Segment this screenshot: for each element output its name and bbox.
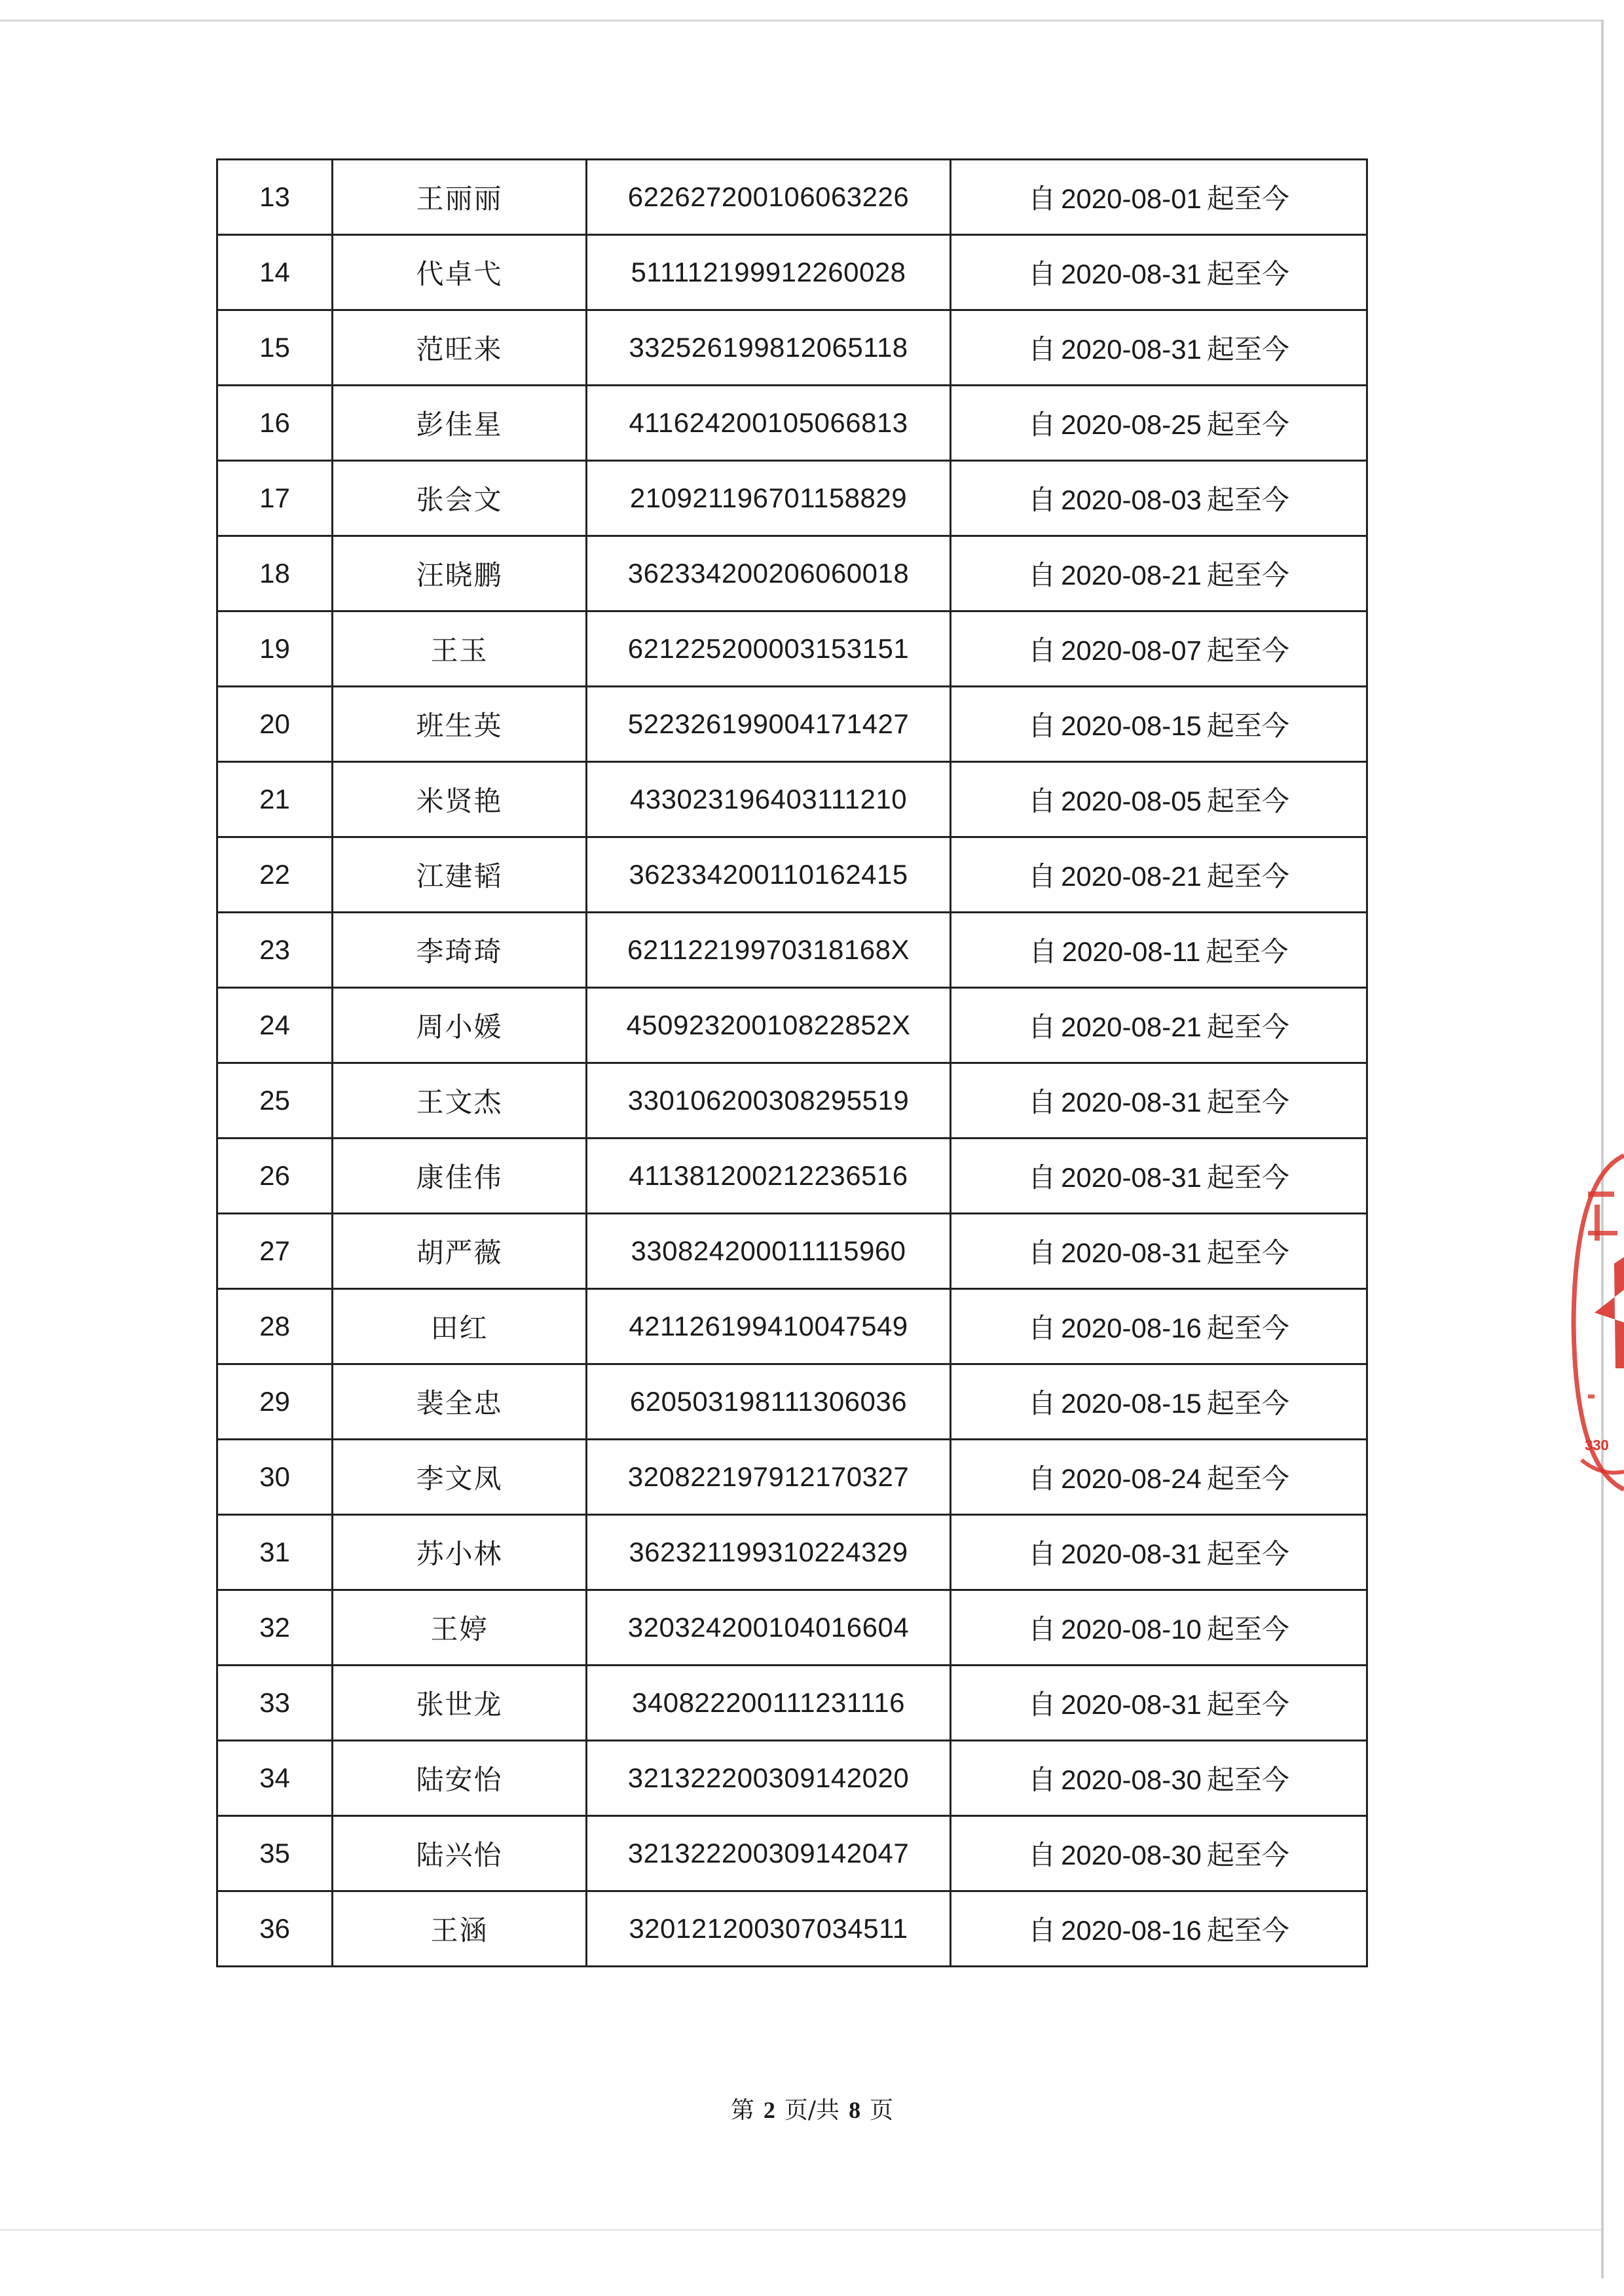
person-name: 苏小林 (333, 1515, 587, 1590)
row-number: 22 (217, 837, 333, 913)
date-prefix: 自 (1028, 1312, 1056, 1344)
table-row (217, 1590, 1367, 1666)
table-row (217, 1214, 1367, 1289)
date-suffix: 起至今 (1206, 1011, 1289, 1043)
date-suffix: 起至今 (1206, 559, 1289, 591)
date-suffix: 起至今 (1206, 258, 1289, 290)
date-prefix: 自 (1028, 1086, 1056, 1118)
date-range (951, 461, 1367, 536)
table-row (217, 461, 1367, 536)
start-date: 2020-08-03 (1061, 484, 1202, 515)
date-range (951, 1139, 1367, 1214)
id-number: 320324200104016604 (587, 1590, 951, 1666)
person-name: 彭佳星 (333, 386, 587, 461)
row-number: 21 (217, 762, 333, 837)
table-row (217, 1139, 1367, 1214)
start-date: 2020-08-11 (1061, 936, 1201, 967)
date-prefix: 自 (1028, 1613, 1056, 1645)
date-range (951, 1666, 1367, 1741)
start-date: 2020-08-21 (1061, 1011, 1202, 1042)
start-date: 2020-08-30 (1061, 1840, 1202, 1870)
footer-total-pages: 8 (849, 2097, 861, 2123)
person-name: 张世龙 (333, 1666, 587, 1741)
date-range (951, 611, 1367, 687)
row-number: 15 (217, 310, 333, 386)
date-range (951, 1214, 1367, 1289)
id-number: 340822200111231116 (587, 1666, 951, 1741)
seal-dot (1588, 1394, 1595, 1398)
seal-number-fragment: 330 (1585, 1437, 1609, 1453)
start-date: 2020-08-05 (1061, 786, 1202, 816)
seal-bottom-curl (1581, 1460, 1624, 1473)
id-number: 62112219970318168X (587, 913, 951, 988)
date-prefix: 自 (1028, 1463, 1056, 1495)
date-prefix: 自 (1028, 333, 1056, 365)
date-suffix: 起至今 (1206, 1538, 1289, 1570)
person-name: 田红 (333, 1289, 587, 1364)
row-number: 16 (217, 386, 333, 461)
table-row (217, 988, 1367, 1063)
date-range (951, 1590, 1367, 1666)
date-range (951, 1440, 1367, 1515)
table-row (217, 1063, 1367, 1139)
start-date: 2020-08-30 (1061, 1764, 1202, 1795)
date-prefix: 自 (1028, 484, 1056, 516)
date-suffix: 起至今 (1206, 484, 1289, 516)
scan-edge-top (0, 20, 1601, 22)
date-suffix: 起至今 (1206, 1161, 1289, 1194)
table-row (217, 310, 1367, 386)
date-suffix: 起至今 (1206, 1086, 1289, 1118)
row-number: 30 (217, 1440, 333, 1515)
id-number: 522326199004171427 (587, 687, 951, 762)
id-number: 321322200309142047 (587, 1816, 951, 1891)
footer-page-number: 2 (763, 2097, 775, 2123)
seal-char-fragment (1588, 1192, 1614, 1197)
table-row (217, 1289, 1367, 1364)
row-number: 18 (217, 536, 333, 611)
table-row (217, 1364, 1367, 1440)
start-date: 2020-08-15 (1061, 710, 1202, 741)
start-date: 2020-08-21 (1061, 861, 1202, 892)
date-range (951, 1891, 1367, 1967)
date-prefix: 自 (1028, 785, 1056, 817)
date-prefix: 自 (1028, 1011, 1056, 1043)
start-date: 2020-08-25 (1061, 409, 1202, 440)
start-date: 2020-08-31 (1061, 1539, 1202, 1569)
date-prefix: 自 (1028, 1764, 1056, 1796)
date-prefix: 自 (1028, 409, 1056, 441)
person-name: 王文杰 (333, 1063, 587, 1139)
person-name: 范旺来 (333, 310, 587, 386)
id-number: 332526199812065118 (587, 310, 951, 386)
date-range (951, 1364, 1367, 1440)
start-date: 2020-08-16 (1061, 1915, 1202, 1946)
date-range (951, 913, 1367, 988)
date-prefix: 自 (1028, 258, 1056, 290)
table-row (217, 837, 1367, 913)
row-number: 19 (217, 611, 333, 687)
table-row (217, 1440, 1367, 1515)
date-range (951, 1063, 1367, 1139)
date-suffix: 起至今 (1206, 710, 1289, 742)
person-name: 江建韬 (333, 837, 587, 913)
table-row (217, 235, 1367, 310)
table-row (217, 1666, 1367, 1741)
table-row (217, 1816, 1367, 1891)
id-number: 362334200110162415 (587, 837, 951, 913)
start-date: 2020-08-31 (1061, 1087, 1202, 1118)
row-number: 32 (217, 1590, 333, 1666)
date-range (951, 762, 1367, 837)
footer-suffix: 页 (870, 2097, 894, 2124)
page-footer (0, 2092, 1624, 2125)
record-table (216, 158, 1368, 1967)
id-number: 622627200106063226 (587, 160, 951, 235)
person-name: 王丽丽 (333, 160, 587, 235)
person-name: 张会文 (333, 461, 587, 536)
person-name: 班生英 (333, 687, 587, 762)
person-name: 李文凤 (333, 1440, 587, 1515)
start-date: 2020-08-10 (1061, 1614, 1202, 1645)
id-number: 330824200011115960 (587, 1214, 951, 1289)
date-suffix: 起至今 (1206, 1839, 1289, 1871)
table-row (217, 611, 1367, 687)
table-row (217, 1515, 1367, 1590)
id-number: 421126199410047549 (587, 1289, 951, 1364)
date-prefix: 自 (1028, 183, 1056, 215)
date-prefix: 自 (1029, 936, 1057, 968)
date-prefix: 自 (1028, 1839, 1056, 1871)
id-number: 330106200308295519 (587, 1063, 951, 1139)
table-row (217, 762, 1367, 837)
person-name: 周小媛 (333, 988, 587, 1063)
date-suffix: 起至今 (1206, 1764, 1289, 1796)
start-date: 2020-08-07 (1061, 635, 1202, 666)
date-range (951, 235, 1367, 310)
date-range (951, 687, 1367, 762)
table-row (217, 1741, 1367, 1816)
date-prefix: 自 (1028, 1538, 1056, 1570)
date-range (951, 837, 1367, 913)
date-suffix: 起至今 (1206, 1387, 1289, 1419)
date-prefix: 自 (1028, 559, 1056, 591)
table-row (217, 687, 1367, 762)
row-number: 14 (217, 235, 333, 310)
id-number: 511112199912260028 (587, 235, 951, 310)
date-range (951, 1289, 1367, 1364)
date-suffix: 起至今 (1206, 409, 1289, 441)
date-suffix: 起至今 (1206, 785, 1289, 817)
start-date: 2020-08-31 (1061, 1237, 1202, 1268)
person-name: 胡严薇 (333, 1214, 587, 1289)
row-number: 28 (217, 1289, 333, 1364)
date-prefix: 自 (1028, 1161, 1056, 1194)
start-date: 2020-08-31 (1061, 334, 1202, 365)
id-number: 362334200206060018 (587, 536, 951, 611)
row-number: 26 (217, 1139, 333, 1214)
person-name: 裴全忠 (333, 1364, 587, 1440)
start-date: 2020-08-16 (1061, 1313, 1202, 1343)
date-range (951, 988, 1367, 1063)
id-number: 320121200307034511 (587, 1891, 951, 1967)
id-number: 45092320010822852X (587, 988, 951, 1063)
person-name: 代卓弋 (333, 235, 587, 310)
row-number: 25 (217, 1063, 333, 1139)
date-range (951, 160, 1367, 235)
row-number: 13 (217, 160, 333, 235)
id-number: 321322200309142020 (587, 1741, 951, 1816)
person-name: 王玉 (333, 611, 587, 687)
table-row (217, 536, 1367, 611)
id-number: 620503198111306036 (587, 1364, 951, 1440)
table-row (217, 913, 1367, 988)
start-date: 2020-08-31 (1061, 259, 1202, 289)
date-suffix: 起至今 (1206, 333, 1289, 365)
date-suffix: 起至今 (1206, 1312, 1289, 1344)
footer-prefix: 第 (730, 2097, 754, 2124)
date-range (951, 1741, 1367, 1816)
person-name: 王涵 (333, 1891, 587, 1967)
start-date: 2020-08-21 (1061, 560, 1202, 591)
scan-edge-right (1601, 20, 1604, 2278)
date-prefix: 自 (1028, 1688, 1056, 1721)
person-name: 陆安怡 (333, 1741, 587, 1816)
seal-star-fragment (1595, 1257, 1624, 1368)
row-number: 29 (217, 1364, 333, 1440)
start-date: 2020-08-01 (1061, 183, 1202, 214)
start-date: 2020-08-15 (1061, 1388, 1202, 1419)
person-name: 汪晓鹏 (333, 536, 587, 611)
row-number: 27 (217, 1214, 333, 1289)
start-date: 2020-08-24 (1061, 1463, 1202, 1494)
date-suffix: 起至今 (1206, 183, 1289, 215)
date-suffix: 起至今 (1206, 936, 1289, 968)
date-range (951, 1816, 1367, 1891)
date-suffix: 起至今 (1206, 1613, 1289, 1645)
footer-middle: 页/共 (784, 2097, 840, 2124)
date-prefix: 自 (1028, 860, 1056, 892)
row-number: 24 (217, 988, 333, 1063)
seal-char-fragment-3 (1588, 1231, 1617, 1235)
person-name: 米贤艳 (333, 762, 587, 837)
person-name: 陆兴怡 (333, 1816, 587, 1891)
scan-edge-bottom (0, 2229, 1601, 2231)
person-name: 康佳伟 (333, 1139, 587, 1214)
red-seal-fragment (1568, 1152, 1624, 1493)
id-number: 411624200105066813 (587, 386, 951, 461)
table-body (217, 160, 1367, 1967)
table-row (217, 386, 1367, 461)
id-number: 210921196701158829 (587, 461, 951, 536)
date-prefix: 自 (1028, 710, 1056, 742)
row-number: 20 (217, 687, 333, 762)
date-prefix: 自 (1028, 1237, 1056, 1269)
date-range (951, 1515, 1367, 1590)
row-number: 31 (217, 1515, 333, 1590)
id-number: 433023196403111210 (587, 762, 951, 837)
date-suffix: 起至今 (1206, 1237, 1289, 1269)
row-number: 36 (217, 1891, 333, 1967)
date-range (951, 310, 1367, 386)
date-suffix: 起至今 (1206, 860, 1289, 892)
id-number: 362321199310224329 (587, 1515, 951, 1590)
table-row (217, 160, 1367, 235)
date-prefix: 自 (1028, 634, 1056, 666)
start-date: 2020-08-31 (1061, 1689, 1202, 1720)
row-number: 35 (217, 1816, 333, 1891)
date-suffix: 起至今 (1206, 1688, 1289, 1721)
table-row (217, 1891, 1367, 1967)
start-date: 2020-08-31 (1061, 1162, 1202, 1193)
id-number: 411381200212236516 (587, 1139, 951, 1214)
date-range (951, 536, 1367, 611)
date-suffix: 起至今 (1206, 1914, 1289, 1946)
row-number: 33 (217, 1666, 333, 1741)
date-prefix: 自 (1028, 1914, 1056, 1946)
row-number: 23 (217, 913, 333, 988)
date-prefix: 自 (1028, 1387, 1056, 1419)
id-number: 320822197912170327 (587, 1440, 951, 1515)
id-number: 621225200003153151 (587, 611, 951, 687)
person-name: 李琦琦 (333, 913, 587, 988)
row-number: 17 (217, 461, 333, 536)
date-range (951, 386, 1367, 461)
date-suffix: 起至今 (1206, 1463, 1289, 1495)
row-number: 34 (217, 1741, 333, 1816)
person-name: 王婷 (333, 1590, 587, 1666)
date-suffix: 起至今 (1206, 634, 1289, 666)
